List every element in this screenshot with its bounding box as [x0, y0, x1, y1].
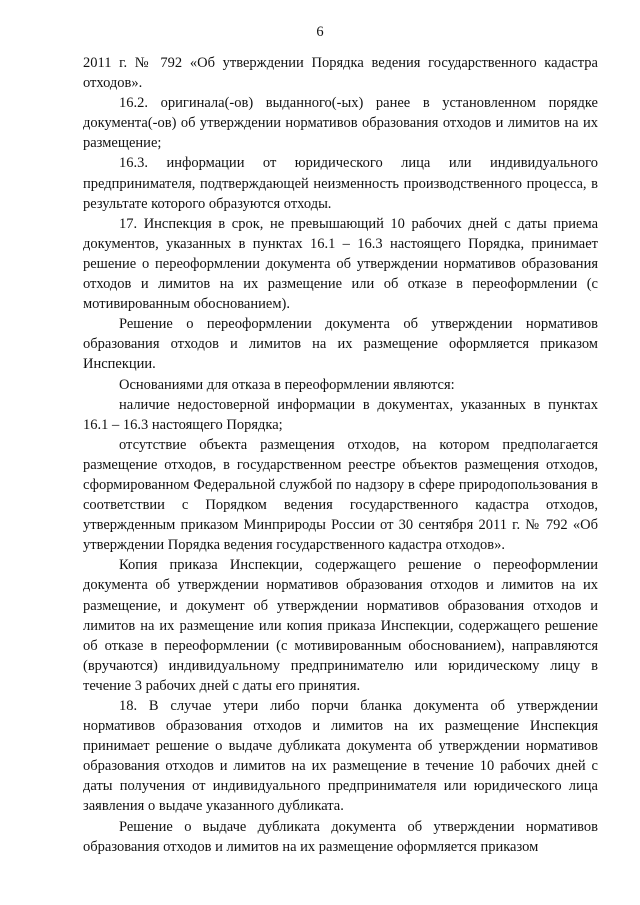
- paragraph-refusal-grounds: Основаниями для отказа в переоформлении являются:: [119, 376, 455, 393]
- paragraph-16-2: 16.2. оригинала(-ов) выданного(-ых) ранее в установленном порядке документа(-ов) об утверждении нормативов образования отходов и лимитов на их размещение;: [83, 95, 598, 152]
- paragraph-18: 18. В случае утери либо порчи бланка документа об утверждении нормативов образования отходов и лимитов на их размещение Инспекция принимает решение о выдаче дубликата документа об утверждении нормативов образования отходов и лимитов на их размещение в течение 10 рабочих дней с даты получения от индивидуального предпринимателя или юридического лица заявления о выдаче указанного дубликата.: [83, 698, 598, 815]
- paragraph-16-3: 16.3. информации от юридического лица или индивидуального предпринимателя, подтверждающей неизменность производственного процесса, в результате которого образуются отходы.: [83, 155, 598, 212]
- page-number: 6: [316, 24, 324, 40]
- paragraph-continuation: 2011 г. № 792 «Об утверждении Порядка ведения государственного кадастра отходов».: [83, 55, 598, 92]
- paragraph-ground-missing-facility: отсутствие объекта размещения отходов, на котором предполагается размещение отходов, в государственном реестре объектов размещения отходов, сформированном Федеральной службой по надзору в сфере природопользования в соответствии с Порядком ведения государственного кадастра отходов, утвержденным приказом Минприроды России от 30 сентября 2011 г. № 792 «Об утверждении Порядка ведения государственного кадастра отходов».: [83, 436, 598, 554]
- paragraph-duplicate-decision: Решение о выдаче дубликата документа об утверждении нормативов образования отходов и лимитов на их размещение оформляется приказом: [83, 818, 598, 855]
- document-body: [83, 53, 598, 857]
- paragraph-17: 17. Инспекция в срок, не превышающий 10 рабочих дней с даты приема документов, указанных в пунктах 16.1 – 16.3 настоящего Порядка, принимает решение о переоформлении документа об утверждении нормативов образования отходов и лимитов на их размещение или об отказе в переоформлении (с мотивированным обоснованием).: [83, 215, 598, 313]
- paragraph-ground-unreliable-info: наличие недостоверной информации в документах, указанных в пунктах 16.1 – 16.3 настоящего Порядка;: [83, 396, 598, 433]
- paragraph-reissue-decision: Решение о переоформлении документа об утверждении нормативов образования отходов и лимитов на их размещение оформляется приказом Инспекции.: [83, 316, 598, 373]
- paragraph-order-copy: Копия приказа Инспекции, содержащего решение о переоформлении документа об утверждении нормативов образования отходов и лимитов на их размещение, и документ об утверждении нормативов образования отходов и лимитов на их размещение или копия приказа Инспекции, содержащего решение об отказе в переоформлении (с мотивированным обоснованием), направляются (вручаются) индивидуальному предпринимателю или юридическому лицу в течение 3 рабочих дней с даты его принятия.: [83, 557, 598, 694]
